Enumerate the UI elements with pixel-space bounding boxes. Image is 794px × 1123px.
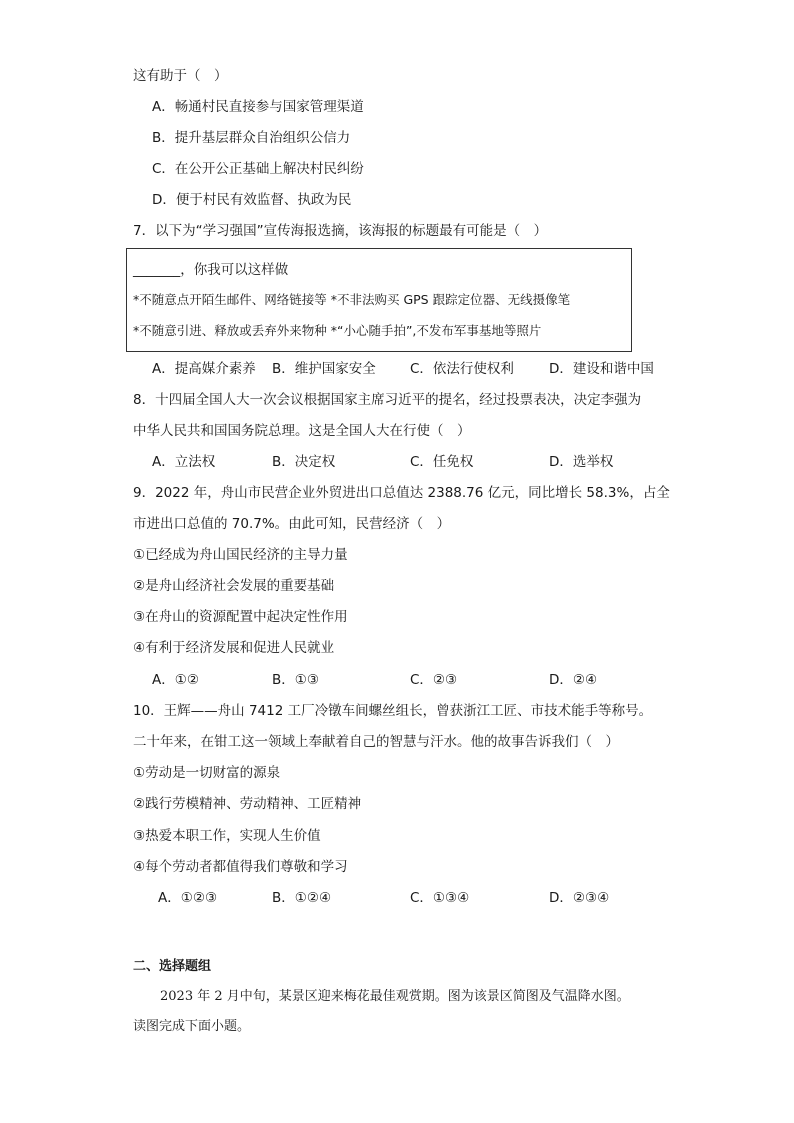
q8-stem-line-1: 8．十四届全国人大一次会议根据国家主席习近平的提名，经过投票表决，决定李强为 [133,392,642,408]
q10-statement-3: ③热爱本职工作，实现人生价值 [133,828,321,844]
q9-statement-3: ③在舟山的资源配置中起决定性作用 [133,609,348,625]
q6-option-d: D．便于村民有效监督、执政为民 [152,192,352,208]
q10-option-d: D．②③④ [549,890,610,906]
q9-stem-line-1: 9．2022 年，舟山市民营企业外贸进出口总值达 2388.76 亿元，同比增长 58.3%，占全 [133,485,670,501]
section-intro-line-1: 2023 年 2 月中旬，某景区迎来梅花最佳观赏期。图为该景区简图及气温降水图。 [160,989,630,1004]
section-heading: 二、选择题组 [133,959,212,974]
q10-option-b: B．①②④ [272,890,332,906]
q9-statement-2: ②是舟山经济社会发展的重要基础 [133,578,335,594]
q6-option-a: A．畅通村民直接参与国家管理渠道 [152,99,364,115]
q7-option-d: D．建设和谐中国 [549,361,654,377]
q9-option-c: C．②③ [410,672,458,688]
q8-option-a: A．立法权 [152,454,216,470]
q10-statement-1: ①劳动是一切财富的源泉 [133,765,281,781]
section-intro-line-2: 读图完成下面小题。 [133,1019,251,1034]
q10-stem-line-2: 二十年来，在钳工这一领域上奉献着自己的智慧与汗水。他的故事告诉我们（ ） [133,734,619,750]
q8-option-b: B．决定权 [272,454,336,470]
q8-option-d: D．选举权 [549,454,614,470]
q10-statement-4: ④每个劳动者都值得我们尊敬和学习 [133,859,348,875]
q9-option-d: D．②④ [549,672,598,688]
q7-poster-title: _______，你我可以这样做 [133,262,289,278]
q7-option-c: C．依法行使权利 [410,361,514,377]
q10-stem-line-1: 10．王辉——舟山 7412 工厂冷镦车间螺丝组长，曾获浙江工匠、市技术能手等称号。 [133,703,653,719]
q9-option-b: B．①③ [272,672,319,688]
q7-poster-item-1: *不随意点开陌生邮件、网络链接等 *不非法购买 GPS 跟踪定位器、无线摄像笔 [133,292,571,307]
q7-stem: 7．以下为“学习强国”宣传海报选摘，该海报的标题最有可能是（ ） [133,223,548,239]
q6-option-c: C．在公开公正基础上解决村民纠纷 [152,161,364,177]
q6-option-b: B．提升基层群众自治组织公信力 [152,130,351,146]
q8-option-c: C．任免权 [410,454,474,470]
q9-option-a: A．①② [152,672,199,688]
q7-option-a: A．提高媒介素养 [152,361,256,377]
q10-statement-2: ②践行劳模精神、劳动精神、工匠精神 [133,796,362,812]
q10-option-a: A．①②③ [158,890,218,906]
q9-statement-4: ④有利于经济发展和促进人民就业 [133,640,335,656]
q9-stem-line-2: 市进出口总值的 70.7%。由此可知，民营经济（ ） [133,516,451,532]
q6-stem-end: 这有助于（ ） [133,68,228,84]
q7-poster-item-2: *不随意引进、释放或丢弃外来物种 *“小心随手拍”,不发布军事基地等照片 [133,323,542,338]
q8-stem-line-2: 中华人民共和国国务院总理。这是全国人大在行使（ ） [133,423,471,439]
q9-statement-1: ①已经成为舟山国民经济的主导力量 [133,547,348,563]
q7-option-b: B．维护国家安全 [272,361,376,377]
q10-option-c: C．①③④ [410,890,470,906]
